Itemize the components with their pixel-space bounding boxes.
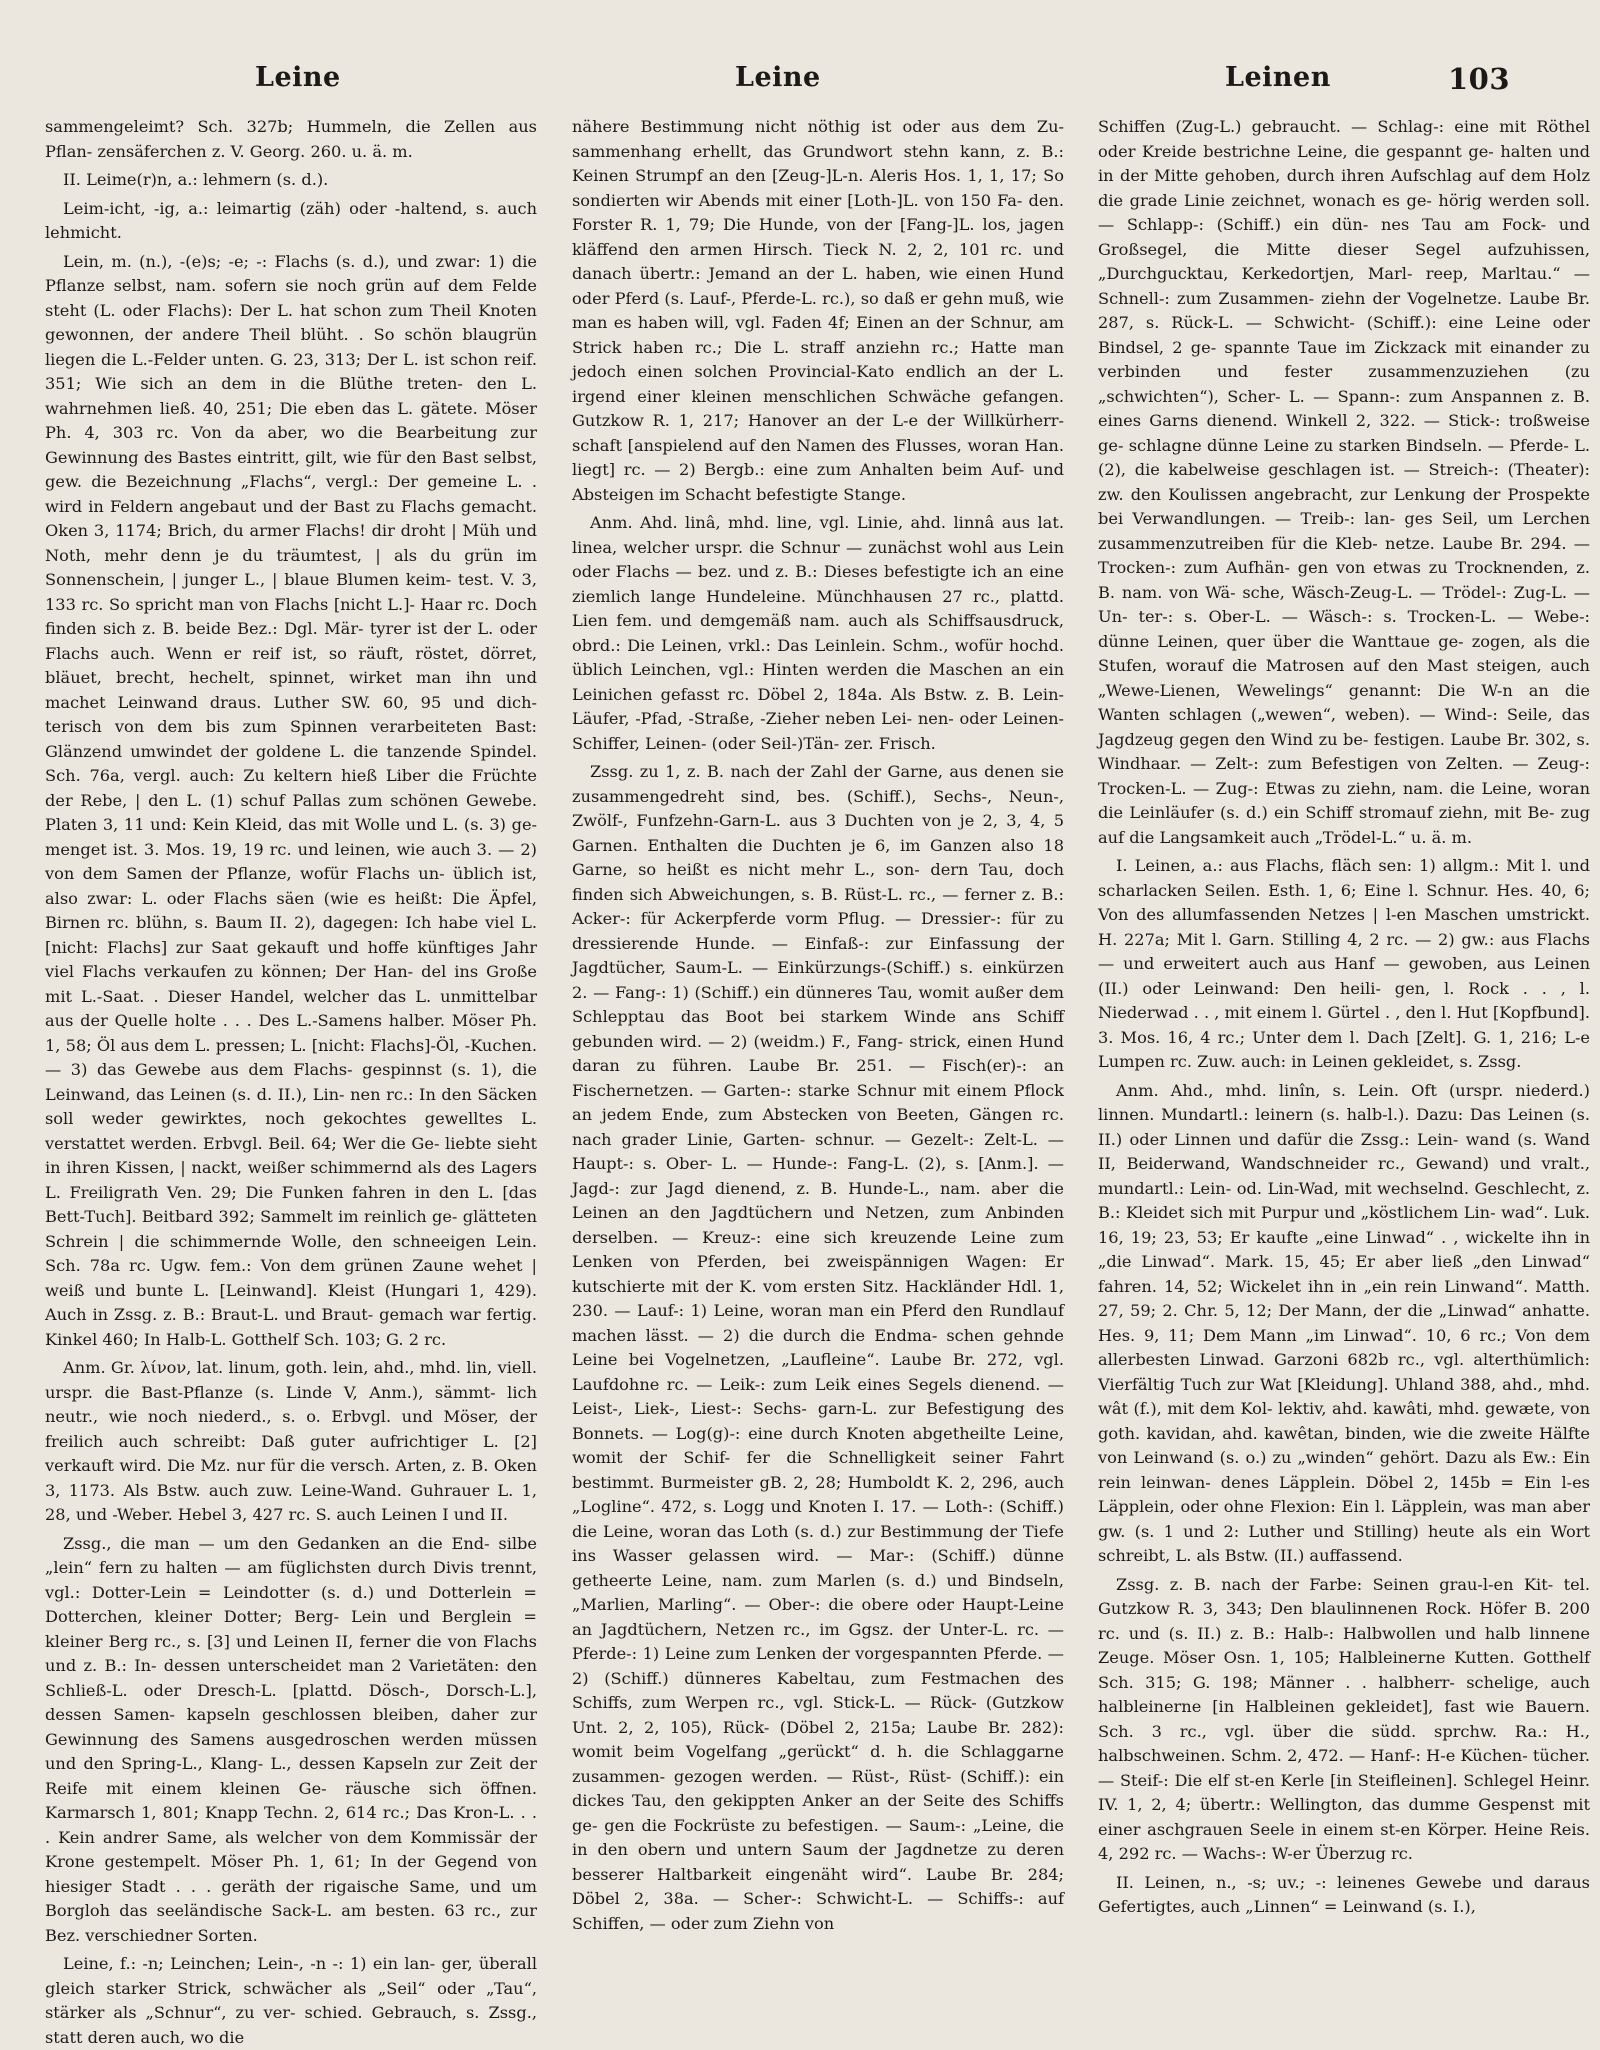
entry-paragraph: II. Leime(r)n, a.: lehmern (s. d.). xyxy=(63,170,329,189)
text-column-2 xyxy=(572,115,1064,1990)
annotation-paragraph: Anm. Ahd. linâ, mhd. line, vgl. Linie, ahd. linnâ aus lat. linea, welcher urspr. die Schnur — zunächst wohl aus Lein oder Flachs — bez. und z. B.: Dieses befestigte ich an eine ziemlich lange Hundeleine. Münchhausen 27 rc., plattd. Lien fem. und demgemäß nam. auch als Schiffsausdruck, obrd.: Die Leinen, vrkl.: Das Leinlein. Schm., wofür hochd. üblich Leinchen, vgl.: Hinten werden die Maschen an ein Leinichen gefasst rc. Döbel 2, 184a. Als Bstw. z. B. Lein-Läufer, -Pfad, -Straße, -Zieher neben Lei- nen- oder Leinen-Schiffer, Leinen- (oder Seil-)Tän- zer. Frisch. xyxy=(572,513,1064,753)
paragraph: Schiffen (Zug-L.) gebraucht. — Schlag-: eine mit Röthel oder Kreide bestrichne Leine, die gespannt ge- halten und in der Mitte gehoben, durch ihren Aufschlag auf dem Holz die grade Linie zeichnet, wonach es ge- hörig werden soll. — Schlapp-: (Schiff.) ein dün- nes Tau am Fock- und Großsegel, die Mitte dieser Segel aufzuhissen, „Durchgucktau, Kerkedortjen, Marl- reep, Marltau.“ — Schnell-: zum Zusammen- ziehn der Vogelnetze. Laube Br. 287, s. Rück-L. — Schwicht- (Schiff.): eine Leine oder Bindsel, 2 ge- spannte Taue im Zickzack mit einander zu verbinden und fester zusammenzuziehen (zu „schwichten“), Scher- L. — Spann-: zum Anspannen z. B. eines Garns dienend. Winkell 2, 322. — Stick-: troßweise ge- schlagne dünne Leine zu starken Bindseln. — Pferde- L. (2), die kabelweise geschlagen ist. — Streich-: (Theater): zw. den Koulissen angebracht, zur Lenkung der Prospekte bei Verwandlungen. — Treib-: lan- ges Seil, um Lerchen zusammenzutreiben für die Kleb- netze. Laube Br. 294. — Trocken-: zum Aufhän- gen von etwas zu Trocknenden, z. B. nam. von Wä- sche, Wäsch-Zeug-L. — Trödel-: Zug-L. — Un- ter-: s. Ober-L. — Wäsch-: s. Trocken-L. — Webe-: dünne Leinen, quer über die Wanttaue ge- zogen, als die Stufen, worauf die Matrosen auf den Mast steigen, auch „Wewe-Lienen, Wewelings“ genannt: Die W-n an die Wanten schlagen („wewen“, weben). — Wind-: Seile, das Jagdzeug gegen den Wind zu be- festigen. Laube Br. 302, s. Windhaar. — Zelt-: zum Befestigen von Zelten. — Zeug-: Trocken-L. — Zug-: Etwas zu ziehn, nam. die Leine, woran die Leinläufer (s. d.) ein Schiff stromauf ziehn, mit Be- zug auf die Langsamkeit auch „Trödel-L.“ u. ä. m. xyxy=(1098,117,1590,847)
compound-paragraph: Zssg. z. B. nach der Farbe: Seinen grau-l-en Kit- tel. Gutzkow R. 3, 343; Den blaulinnenen Rock. Höfer B. 200 rc. und (s. II.) z. B.: Halb-: Halbwollen und halb linnene Zeuge. Möser Osn. 1, 105; Halbleinerne Kutten. Gotthelf Sch. 315; G. 198; Männer . . halbherr- schelige, auch halbleinerne [in Halbleinen gekleidet], fast wie Bauern. Sch. 3 rc., vgl. über die südd. sprchw. Ra.: H., halbschweinen. Schm. 2, 472. — Hanf-: H-e Küchen- tücher. — Steif-: Die elf st-en Kerle [in Steifleinen]. Schlegel Heinr. IV. 1, 2, 4; übertr.: Wellington, das dumme Gespenst mit einer aschgrauen Seele in einem st-en Körper. Heine Reis. 4, 292 rc. — Wachs-: W-er Überzug rc. xyxy=(1098,1574,1590,1863)
entry-paragraph: I. Leinen, a.: aus Flachs, fläch sen: 1) allgm.: Mit l. und scharlacken Seilen. Esth. 1, 6; Eine l. Schnur. Hes. 40, 6; Von des allumfassenden Netzes | l-en Maschen umstrickt. H. 227a; Mit l. Garn. Stilling 4, 2 rc. — 2) gw.: aus Flachs — und erweitert auch aus Hanf — gewoben, aus Leinen (II.) oder Leinwand: Den heili- gen, l. Rock . . , l. Niederwad . . , mit einem l. Gürtel . , den l. Hut [Kopfbund]. 3. Mos. 16, 4 rc.; Unter dem l. Dach [Zelt]. G. 1, 216; L-e Lumpen rc. Zuw. auch: in Leinen gekleidet, s. Zssg. xyxy=(1098,856,1590,1071)
paragraph: nähere Bestimmung nicht nöthig ist oder aus dem Zu- sammenhang erhellt, das Grundwort stehn kann, z. B.: Keinen Strumpf an den [Zeug-]L-n. Aleris Hos. 1, 1, 17; So sondierten wir Abends mit einer [Loth-]L. von 150 Fa- den. Forster R. 1, 79; Die Hunde, von der [Fang-]L. los, jagen kläffend den armen Hirsch. Tieck N. 2, 2, 101 rc. und danach übertr.: Jemand an der L. haben, wie einen Hund oder Pferd (s. Lauf-, Pferde-L. rc.), so daß er gehn muß, wie man es haben will, vgl. Faden 4f; Einen an der Schnur, am Strick haben rc.; Die L. straff anziehn rc.; Hatte man jedoch einen solchen Provincial-Kato endlich an der L. irgend einer kleinen menschlichen Schwäche gefangen. Gutzkow R. 1, 217; Hanover an der L-e der Willkürherr- schaft [anspielend auf den Namen des Flusses, woran Han. liegt] rc. — 2) Bergb.: eine zum Anhalten beim Auf- und Absteigen im Schacht befestigte Stange. xyxy=(572,117,1064,504)
annotation-paragraph: Anm. Ahd., mhd. linîn, s. Lein. Oft (urspr. niederd.) linnen. Mundartl.: leinern (s. halb-l.). Dazu: Das Leinen (s. II.) oder Linnen und dafür die Zssg.: Lein- wand (s. Wand II, Beiderwand, Wandschneider rc., Gewand) und vralt., mundartl.: Lein- od. Lin-Wad, mit wechselnd. Geschlecht, z. B.: Kleidet sich mit Purpur und „köstlichem Lin- wad“. Luk. 16, 19; 23, 53; Er kaufte „eine Linwad“ . , wickelte ihn in „die Linwad“. Mark. 15, 45; Er aber ließ „den Linwad“ fahren. 14, 52; Wickelet ihn in „ein rein Linwand“. Matth. 27, 59; 2. Chr. 5, 12; Der Mann, der die „Linwad“ anhatte. Hes. 9, 11; Dem Mann „im Linwad“. 10, 6 rc.; Von dem allerbesten Linwad. Garzoni 682b rc., vgl. alterthümlich: Vierfältig Tuch zur Wat [Kleidung]. Uhland 388, ahd., mhd. wât (f.), mit dem Kol- lektiv, ahd. kawâti, mhd. gewæte, von goth. kavidan, ahd. kawêtan, binden, wie die zweite Hälfte von Leinwand (s. o.) zu „winden“ gehört. Dazu als Ew.: Ein rein leinwan- denes Läpplein. Döbel 2, 145b = Ein l-es Läpplein, oder ohne Flexion: Ein l. Läpplein, was man aber gw. (s. 1 und 2: Luther und Stilling) heute als ein Wort schreibt, L. als Bstw. (II.) auffassend. xyxy=(1098,1080,1590,1565)
entry-paragraph: II. Leinen, n., -s; uv.; -: leinenes Gewebe und daraus Gefertigtes, auch „Linnen“ = Leinwand (s. I.), xyxy=(1098,1872,1590,1916)
entry-paragraph: Leine, f.: -n; Leinchen; Lein-, -n -: 1) ein lan- ger, überall gleich starker Strick, schwächer als „Seil“ oder „Tau“, stärker als „Schnur“, zu ver- schied. Gebrauch, s. Zssg., statt deren auch, wo die xyxy=(45,1954,537,2047)
entry-paragraph: Leim-icht, -ig, a.: leimartig (zäh) oder -haltend, s. auch lehmicht. xyxy=(45,198,537,242)
entry-paragraph: Lein, m. (n.), -(e)s; -e; -: Flachs (s. d.), und zwar: 1) die Pflanze selbst, nam. sofern sie noch grün auf dem Felde steht (L. oder Flachs): Der L. hat schon zum Theil Knoten gewonnen, der andere Theil blüht. . So schön blaugrün liegen die L.-Felder unten. G. 23, 313; Der L. ist schon reif. 351; Wie sich an dem in die Blüthe treten- den L. wahrnehmen ließ. 40, 251; Die eben das L. gätete. Möser Ph. 4, 303 rc. Von da aber, wo die Bearbeitung zur Gewinnung des Bastes eintritt, gilt, wie für den Bast selbst, gew. die Bezeichnung „Flachs“, vergl.: Der gemeine L. . wird in Feldern angebaut und der Bast zu Flachs gemacht. Oken 3, 1174; Brich, du armer Flachs! dir droht | Müh und Noth, mehr denn je du träumtest, | als du grün im Sonnenschein, | junger L., | blaue Blumen keim- test. V. 3, 133 rc. So spricht man von Flachs [nicht L.]- Haar rc. Doch finden sich z. B. beide Bez.: Dgl. Mär- tyrer ist der L. oder Flachs auch. Wenn er reif ist, so räuft, röstet, dörret, bläuet, brecht, hechelt, spinnet, wirket man ihn und machet Leinwand draus. Luther SW. 60, 95 und dich- terisch von dem bis zum Spinnen verarbeiteten Bast: Glänzend umwindet der goldene L. die tanzende Spindel. Sch. 76a, vergl. auch: Zu keltern hieß Liber die Früchte der Rebe, | den L. (1) schuf Pallas zum schönen Gewebe. Platen 3, 11 und: Kein Kleid, das mit Wolle und L. (s. 3) ge- menget ist. 3. Mos. 19, 19 rc. und leinen, wie auch 3. — 2) von dem Samen der Pflanze, wofür Flachs un- üblich ist, also zwar: L. oder Flachs säen (wie es heißt: Die Äpfel, Birnen rc. blühn, s. Baum II. 2), dagegen: Ich habe viel L. [nicht: Flachs] zur Saat gekauft und hoffe künftiges Jahr viel Flachs verkaufen zu können; Der Han- del ins Große mit L.-Saat. . Dieser Handel, welcher das L. unmittelbar aus der Quelle holte . . . Des L.-Samens halber. Möser Ph. 1, 58; Öl aus dem L. pressen; L. [nicht: Flachs]-Öl, -Kuchen. — 3) das Gewebe aus dem Flachs- gespinnst (s. 1), die Leinwand, das Leinen (s. d. II.), Lin- nen rc.: In den Säcken soll weder gewirktes, noch gekochtes gewelltes L. verstattet werden. Erbvgl. Beil. 64; Wer die Ge- liebte sieht in ihren Kissen, | nackt, weißer schimmernd als des Lagers L. Freiligrath Ven. 29; Die Funken fahren in den L. [das Bett-Tuch]. Beitbard 392; Sammelt im reinlich ge- glätteten Schrein | die schimmernde Wolle, den schneeigen Lein. Sch. 78a rc. Ugw. fem.: Von dem grünen Zaune wehet | weiß und bunte L. [Leinwand]. Kleist (Hungari 1, 429). Auch in Zssg. z. B.: Braut-L. und Braut- gemach war fertig. Kinkel 460; In Halb-L. Gotthelf Sch. 103; G. 2 rc. xyxy=(45,251,537,1349)
header-center-catchword: Leine xyxy=(735,62,821,93)
running-header xyxy=(0,0,1600,120)
paragraph: sammengeleimt? Sch. 327b; Hummeln, die Zellen aus Pflan- zensäferchen z. V. Georg. 260. u. ä. m. xyxy=(45,117,537,161)
compound-paragraph: Zssg., die man — um den Gedanken an die End- silbe „lein“ fern zu halten — am füglichsten durch Divis trennt, vgl.: Dotter-Lein = Leindotter (s. d.) und Dotterlein = Dotterchen, kleiner Dotter; Berg- Lein und Berglein = kleiner Berg rc., s. [3] und Leinen II, ferner die von Flachs und z. B.: In- dessen unterscheidet man 2 Varietäten: den Schließ-L. oder Dresch-L. [plattd. Dösch-, Dorsch-L.], dessen Samen- kapseln geschlossen bleiben, daher zur Gewinnung des Samens ausgedroschen werden müssen und den Spring-L., Klang- L., dessen Kapseln zur Zeit der Reife mit einem kleinen Ge- räusche sich öffnen. Karmarsch 1, 801; Knapp Techn. 2, 614 rc.; Das Kron-L. . . . Kein andrer Same, als welcher von dem Kommissär der Krone gestempelt. Möser Ph. 1, 61; In der Gegend von hiesiger Stadt . . . geräth der rigaische Same, und um Borgloh das seeländische Sack-L. am besten. 63 rc., zur Bez. verschiedner Sorten. xyxy=(45,1533,537,1945)
text-column-3 xyxy=(1098,115,1590,1990)
page-number: 103 xyxy=(1448,62,1511,96)
annotation-paragraph: Anm. Gr. λίνον, lat. linum, goth. lein, ahd., mhd. lin, viell. urspr. die Bast-Pflanze (s. Linde V, Anm.), sämmt- lich neutr., wie noch niederd., s. o. Erbvgl. und Möser, der freilich auch schreibt: Daß guter aufrichtiger L. [2] verkauft wird. Die Mz. nur für die versch. Arten, z. B. Oken 3, 1173. Als Bstw. auch zuw. Leine-Wand. Guhrauer L. 1, 28, und -Weber. Hebel 3, 427 rc. S. auch Leinen I und II. xyxy=(45,1358,537,1524)
text-column-1 xyxy=(45,115,537,2047)
header-left-catchword: Leine xyxy=(255,62,341,93)
header-right-catchword: Leinen xyxy=(1225,62,1331,93)
compound-paragraph: Zssg. zu 1, z. B. nach der Zahl der Garne, aus denen sie zusammengedreht sind, bes. (Schiff.), Sechs-, Neun-, Zwölf-, Funfzehn-Garn-L. aus 3 Duchten von je 2, 3, 4, 5 Garnen. Enthalten die Duchten je 6, im Ganzen also 18 Garne, so heißt es nicht mehr L., son- dern Tau, doch finden sich Abweichungen, s. B. Rüst-L. rc., — ferner z. B.: Acker-: für Ackerpferde vorm Pflug. — Dressier-: für zu dressierende Hunde. — Einfaß-: zur Einfassung der Jagdtücher, Saum-L. — Einkürzungs-(Schiff.) s. einkürzen 2. — Fang-: 1) (Schiff.) ein dünneres Tau, womit außer dem Schlepptau das Boot bei starkem Winde ans Schiff gebunden wird. — 2) (weidm.) F., Fang- strick, einen Hund daran zu führen. Laube Br. 251. — Fisch(er)-: an Fischernetzen. — Garten-: starke Schnur mit einem Pflock an jedem Ende, zum Abstecken von Beeten, Gängen rc. nach grader Linie, Garten- schnur. — Gezelt-: Zelt-L. — Haupt-: s. Ober- L. — Hunde-: Fang-L. (2), s. [Anm.]. — Jagd-: zur Jagd dienend, z. B. Hunde-L., nam. aber die Leinen an den Jagdtüchern und Netzen, zum Anbinden derselben. — Kreuz-: eine sich kreuzende Leine zum Lenken von Pferden, bei zweispännigen Wagen: Er kutschierte mit der K. vom ersten Sitz. Hackländer Hdl. 1, 230. — Lauf-: 1) Leine, woran man ein Pferd den Rundlauf machen lässt. — 2) die durch die Endma- schen gehnde Leine bei Vogelnetzen, „Laufleine“. Laube Br. 272, vgl. Laufdohne rc. — Leik-: zum Leik eines Segels dienend. — Leist-, Liek-, Liest-: Sechs- garn-L. zur Befestigung des Bonnets. — Log(g)-: eine durch Knoten abgetheilte Leine, womit der Schif- fer die Schnelligkeit seiner Fahrt bestimmt. Burmeister gB. 2, 28; Humboldt K. 2, 296, auch „Logline“. 472, s. Logg und Knoten I. 17. — Loth-: (Schiff.) die Leine, woran das Loth (s. d.) zur Bestimmung der Tiefe ins Wasser gelassen wird. — Mar-: (Schiff.) dünne getheerte Leine, nam. zum Marlen (s. d.) und Bindseln, „Marlien, Marling“. — Ober-: die obere oder Haupt-Leine an Jagdtüchern, Netzen rc., im Ggsz. der Unter-L. rc. — Pferde-: 1) Leine zum Lenken der vorgespannten Pferde. — 2) (Schiff.) dünneres Kabeltau, zum Festmachen des Schiffs, zum Werpen rc., vgl. Stick-L. — Rück- (Gutzkow Unt. 2, 2, 105), Rück- (Döbel 2, 215a; Laube Br. 282): womit beim Vogelfang „gerückt“ d. h. die Schlaggarne zusammen- gezogen werden. — Rüst-, Rüst- (Schiff.): ein dickes Tau, den gekippten Anker an der Seite des Schiffs ge- gen die Fockrüste zu befestigen. — Saum-: „Leine, die in den obern und untern Saum der Jagdnetze zu deren besserer Haltbarkeit eingenäht wird“. Laube Br. 284; Döbel 2, 38a. — Scher-: Schwicht-L. — Schiffs-: auf Schiffen, — oder zum Ziehn von xyxy=(572,762,1064,1933)
